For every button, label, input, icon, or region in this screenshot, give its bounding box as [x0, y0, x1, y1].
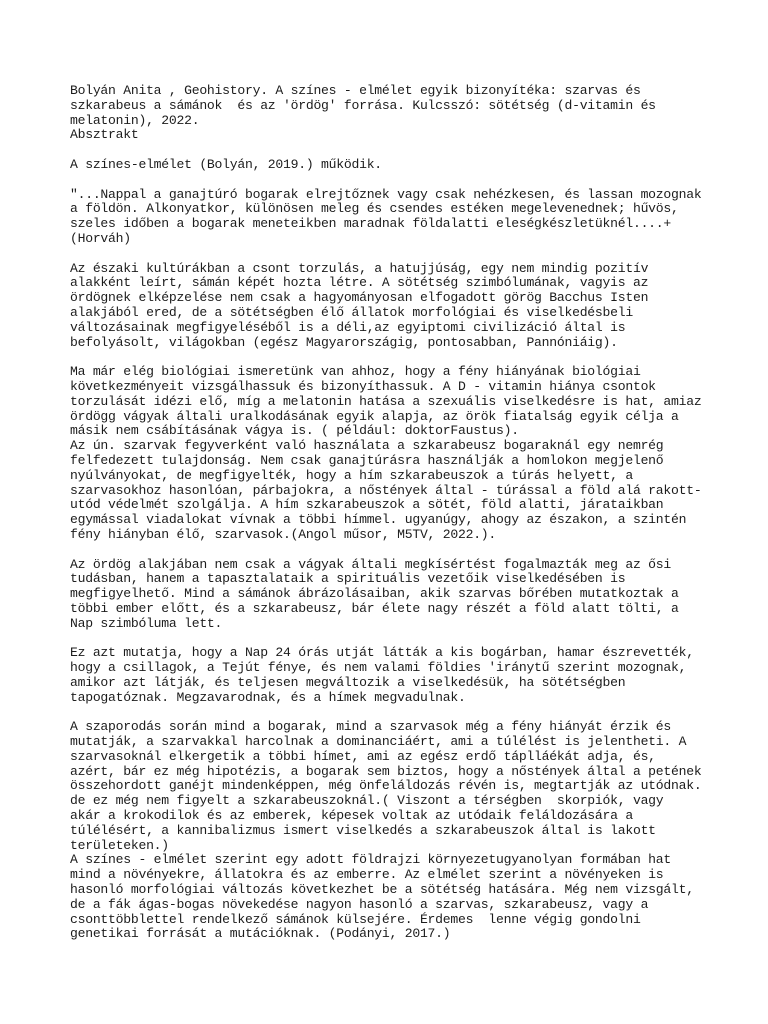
devil-figure-paragraph [70, 558, 710, 632]
biology-paragraph [70, 365, 710, 543]
text-line: többi ember előtt, és a szkarabeusz, bár élete nagy részét a föld alatt tölti, a [70, 600, 679, 616]
text-line: A színes-elmélet (Bolyán, 2019.) működik. [70, 156, 382, 172]
text-line: alakként leírt, sámán képét hozta létre. A sötétség szimbólumának, vagyis az [70, 275, 649, 291]
text-line: szkarabeus a sámánok és az 'ördög' forrása. Kulcsszó: sötétség (d-vitamin és [70, 97, 656, 113]
text-line: Ma már elég biológiai ismeretünk van ahhoz, hogy a fény hiányának biológiai [70, 364, 641, 380]
text-line: (Horváh) [70, 230, 131, 246]
text-line: területeken.) [70, 837, 169, 853]
text-line: genetikai forrását a mutációknak. (Podányi, 2017.) [70, 926, 451, 942]
text-line: Nap szimbóluma lett. [70, 615, 223, 631]
text-line: felfedezett tulajdonság. Nem csak ganajtúrásra használják a homlokon megjelenő [70, 452, 664, 468]
text-line: másik nem csábításának vágya is. ( például: doktorFaustus). [70, 423, 519, 439]
text-line: megfigyelhető. Mind a sámánok ábrázolásaiban, akik szarvas bőrében mutatkoztak a [70, 586, 679, 602]
text-line: amikor azt látják, és teljesen megváltozik a viselkedésük, ha sötétségben [70, 674, 626, 690]
text-line: ördögg vágyak általi uralkodásának egyik alapja, az örök fiatalság egyik célja a [70, 408, 679, 424]
text-line: alakjából ered, de a sötétségben élő állatok morfológiai és viselkedésbeli [70, 304, 633, 320]
reproduction-paragraph [70, 720, 710, 942]
text-line: A színes - elmélet szerint egy adott földrajzi környezetugyanolyan formában hat [70, 852, 671, 868]
text-line: befolyásolt, világokban (egész Magyarországig, pontosabban, Pannóniáig). [70, 334, 618, 350]
text-line: Az ördög alakjában nem csak a vágyak általi megkísértést fogalmazták meg az ősi [70, 556, 671, 572]
northern-cultures-paragraph [70, 262, 710, 351]
text-line: nyúlványokat, de megfigyelték, hogy a hím szkarabeuszok a túrás helyett, a [70, 467, 633, 483]
text-line: A szaporodás során mind a bogarak, mind a szarvasok még a fény hiányát érzik és [70, 719, 671, 735]
text-line: hogy a csillagok, a Tejút fénye, és nem valami földies 'iránytű szerint mozognak, [70, 660, 687, 676]
text-line: torzulását idézi elő, míg a melatonin hatása a szexuális viselkedésre is hat, amiaz [70, 393, 702, 409]
text-line: akár a krokodilok és az emberek, képesek voltak az utódaik feláldozására a [70, 808, 633, 824]
text-line: szarvasoknál elkergetik a többi hímet, ami az egész erdő táplláékát adja, és, [70, 748, 656, 764]
text-line: fény hiányban élő, szarvasok.(Angol műsor, M5TV, 2022.). [70, 526, 497, 542]
text-line: Az északi kultúrákban a csont torzulás, a hatujjúság, egy nem mindig pozitív [70, 260, 649, 276]
text-line: szeles időben a bogarak meneteikben maradnak földalatti eleségkészletüknél....+ [70, 216, 671, 232]
text-line: Bolyán Anita , Geohistory. A színes - elmélet egyik bizonyítéka: szarvas és [70, 83, 641, 98]
text-line: de a fák ágas-bogas növekedése nagyon hasonló a szarvas, szkarabeusz, vagy a [70, 896, 649, 912]
intro-paragraph [70, 158, 710, 173]
text-line: hasonló morfológiai változás következhet be a sötétség hatására. Még nem vizsgált, [70, 882, 694, 898]
text-line: egymással viadalokat vívnak a többi hímmel. ugyanúgy, ahogy az északon, a szintén [70, 512, 687, 528]
quote-paragraph [70, 188, 710, 247]
text-line: de ez még nem figyelt a szkarabeuszoknál.( Viszont a térségben skorpiók, vagy [70, 793, 664, 809]
text-line: változásainak megfigyeléséből is a déli,az egyiptomi civilizáció által is [70, 319, 626, 335]
text-line: Ez azt mutatja, hogy a Nap 24 órás utját látták a kis bogárban, hamar észrevették, [70, 645, 694, 661]
sun-path-paragraph [70, 646, 710, 705]
text-line: tapogatóznak. Megzavarodnak, és a hímek megvadulnak. [70, 689, 466, 705]
text-line: szarvasokhoz hasonlóan, párbajokra, a nőstények által - túrással a föld alá rakott- [70, 482, 702, 498]
text-line: melatonin), 2022. [70, 112, 200, 128]
text-line: azért, bár ez még hipotézis, a bogarak sem biztos, hogy a nőstények által a petének [70, 763, 702, 779]
text-line: következményeit vizsgálhassuk és bizonyíthassuk. A D - vitamin hiánya csontok [70, 378, 656, 394]
text-line: mutatják, a szarvakkal harcolnak a dominanciáért, ami a túlélést is jelentheti. A [70, 734, 687, 750]
text-line: túlélésért, a kannibalizmus ismert viselkedés a szkarabeuszok által is lakott [70, 822, 656, 838]
text-line: ördögnek elképzelése nem csak a hagyományosan elfogadott görög Bacchus Isten [70, 290, 649, 306]
citation-header [70, 84, 710, 143]
text-line: csonttöbblettel rendelkező sámánok külsejére. Érdemes lenne végig gondolni [70, 911, 641, 927]
text-line: Az ún. szarvak fegyverként való használata a szkarabeusz bogaraknál egy nemrég [70, 438, 664, 454]
text-line: utód védelmét szolgálja. A hím szkarabeuszok a sötét, föld alatti, járataikban [70, 497, 664, 513]
text-line: összehordott ganéjt mindenképpen, még önfeláldozás révén is, megtartják az utódnak. [70, 778, 702, 794]
text-line: Absztrakt [70, 127, 139, 143]
text-line: tudásban, hanem a tapasztalataik a spirituális vezetőik viselkedésében is [70, 571, 626, 587]
text-line: mind a növényekre, állatokra és az emberre. Az elmélet szerint a növényeken is [70, 867, 664, 883]
text-line: a földön. Alkonyatkor, különösen meleg és csendes estéken megelevenednek; hűvös, [70, 201, 679, 217]
text-line: "...Nappal a ganajtúró bogarak elrejtőznek vagy csak nehézkesen, és lassan mozognak [70, 186, 702, 202]
document-page [70, 84, 710, 942]
